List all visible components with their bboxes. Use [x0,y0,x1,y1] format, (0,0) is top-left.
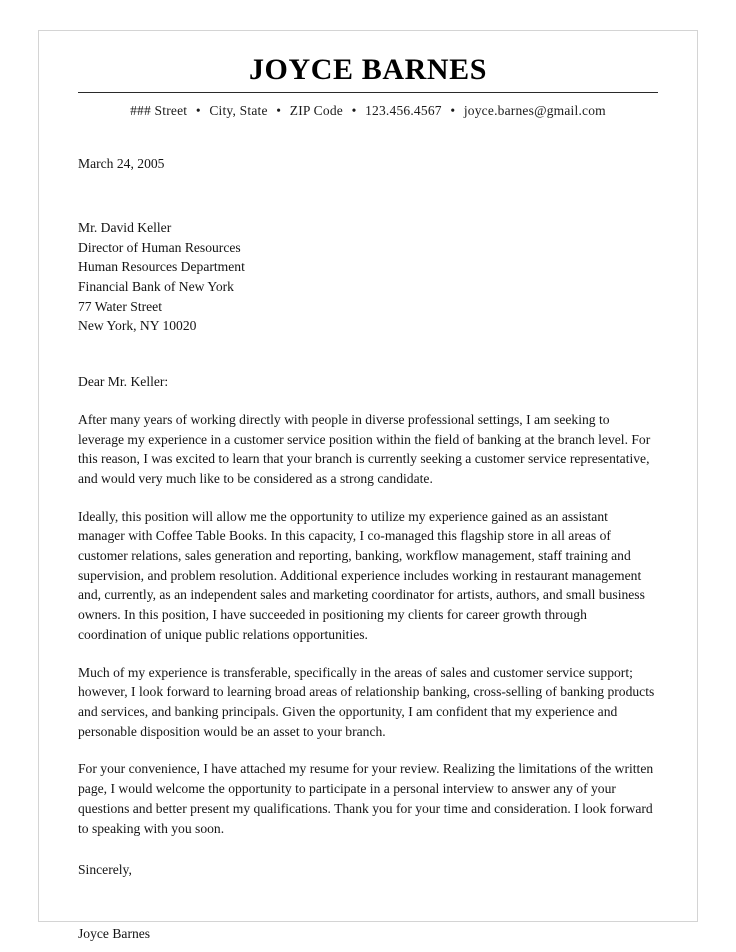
salutation: Dear Mr. Keller: [78,374,169,390]
body-paragraph: After many years of working directly with people in diverse professional settings, I am seeking to leverage my experience in a customer service position within the field of banking at the branch level. For this reason, I was excited to learn that your branch is currently seeking a customer service representative, and would very much like to be considered as a strong candidate. [78,411,651,486]
recipient-line: Human Resources Department [78,259,245,275]
recipient-line: Financial Bank of New York [78,279,234,295]
contact-phone: 123.456.4567 [365,103,442,118]
cover-letter [38,25,698,941]
contact-separator-icon: • [276,103,282,118]
letter-body [78,154,658,943]
contact-email: joyce.barnes@gmail.com [463,103,606,118]
recipient-line: New York, NY 10020 [78,318,197,334]
closing: Sincerely, [78,862,132,878]
contact-separator-icon: • [450,103,456,118]
contact-street: ### Street [130,103,188,118]
recipient-line: Mr. David Keller [78,219,172,235]
contact-separator-icon: • [351,103,357,118]
signature-name: Joyce Barnes [78,925,151,941]
letterhead-divider [78,92,658,93]
body-paragraph: Much of my experience is transferable, specifically in the areas of sales and customer service support; however, I look forward to learning broad areas of relationship banking, cross-selling of banking products and services, and banking principals. Given the opportunity, I am confident that my experience and personable disposition would be an asset to your branch. [78,664,655,739]
body-paragraph: For your convenience, I have attached my resume for your review. Realizing the limitations of the written page, I would welcome the opportunity to participate in a personal interview to answer any of your questions and better present my qualifications. Thank you for your time and consideration. I look forward to speaking with you soon. [78,761,654,836]
body-paragraph: Ideally, this position will allow me the opportunity to utilize my experience gained as an assistant manager with Coffee Table Books. In this capacity, I co-managed this flagship store in all areas of customer relations, sales generation and reporting, banking, workflow management, staff training and supervision, and problem resolution. Additional experience includes working in restaurant management and, currently, as an independent sales and marketing coordinator for artists, authors, and small business owners. In this position, I have succeeded in positioning my clients for career growth through coordination of unique public relations opportunities. [78,508,645,642]
recipient-line: 77 Water Street [78,298,162,314]
contact-zip: ZIP Code [289,103,343,118]
letter-date: March 24, 2005 [78,156,165,172]
letterhead [78,53,658,120]
contact-separator-icon: • [195,103,201,118]
contact-line [78,102,658,120]
contact-city-state: City, State [209,103,268,118]
sender-name: JOYCE BARNES [248,53,488,86]
recipient-block [78,218,658,336]
recipient-line: Director of Human Resources [78,239,241,255]
